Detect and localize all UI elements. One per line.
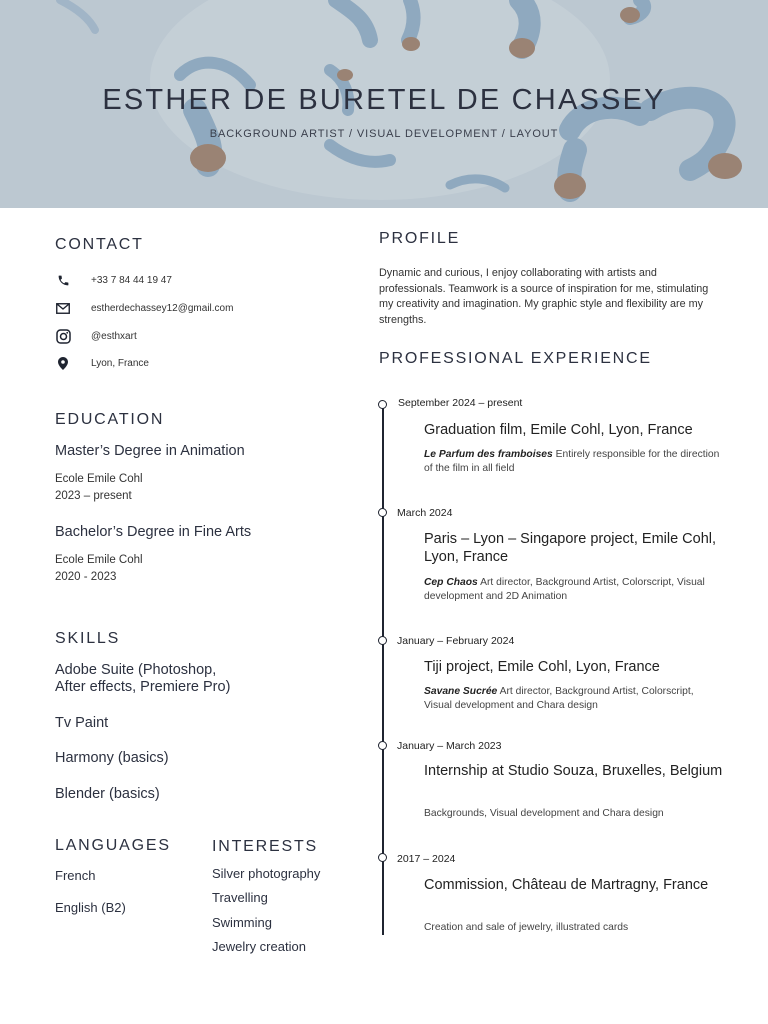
experience-date: January – February 2024: [397, 635, 515, 647]
instagram-handle[interactable]: @esthxart: [91, 330, 137, 342]
experience-role: Art director, Background Artist, Colorscript, Visual development and Chara design: [424, 686, 694, 711]
experience-title: Internship at Studio Souza, Bruxelles, Belgium: [424, 763, 723, 779]
education-school: Ecole Emile Cohl: [55, 554, 143, 566]
skill-line: After effects, Premiere Pro): [55, 679, 231, 695]
phone-icon: [55, 272, 71, 288]
experience-title: Paris – Lyon – Singapore project, Emile Cohl, Lyon, France: [424, 531, 717, 565]
timeline-dot: [378, 636, 387, 645]
language-item: French: [55, 868, 96, 883]
skill-item: Tv Paint: [55, 715, 109, 731]
profile-text: Dynamic and curious, I enjoy collaborating with artists and professionals. Teamwork is a source of inspiration for me, stimulating my creativity and imagination. My graphic style and flexibility are my strengths.: [379, 267, 709, 326]
timeline-dot: [378, 853, 387, 862]
languages-heading: LANGUAGES: [55, 837, 171, 854]
interest-item: Travelling: [212, 890, 268, 905]
experience-role: Entirely responsible for the direction of the film in all field: [424, 449, 720, 474]
candidate-name: ESTHER DE BURETEL DE CHASSEY: [102, 84, 666, 116]
timeline-dot: [378, 741, 387, 750]
experience-project: Cep Chaos: [424, 577, 478, 588]
job-subtitle: BACKGROUND ARTIST / VISUAL DEVELOPMENT / LAYOUT: [209, 128, 559, 140]
location-pin-icon: [55, 355, 71, 371]
experience-title: Tiji project, Emile Cohl, Lyon, France: [424, 659, 660, 675]
skill-item: Harmony (basics): [55, 750, 169, 766]
email-address[interactable]: estherdechassey12@gmail.com: [91, 302, 234, 314]
experience-role: Art director, Background Artist, Colorscript, Visual development and 2D Animation: [424, 577, 705, 602]
instagram-icon: [55, 328, 71, 344]
experience-project: Le Parfum des framboises: [424, 449, 553, 460]
contact-email: [55, 300, 234, 316]
interests-heading: INTERESTS: [212, 838, 318, 855]
contact-heading: CONTACT: [55, 236, 144, 253]
experience-title: Graduation film, Emile Cohl, Lyon, France: [424, 422, 693, 438]
skill-item: Blender (basics): [55, 786, 160, 802]
education-years: 2023 – present: [55, 490, 132, 502]
timeline-dot: [378, 508, 387, 517]
experience-description: Backgrounds, Visual development and Chara design: [424, 808, 664, 819]
mail-icon: [55, 300, 71, 316]
experience-description: [424, 448, 724, 475]
interest-item: Silver photography: [212, 866, 321, 881]
experience-description: [424, 576, 724, 603]
experience-date: 2017 – 2024: [397, 853, 456, 865]
experience-date: September 2024 – present: [398, 397, 523, 409]
experience-title: Commission, Château de Martragny, France: [424, 877, 709, 893]
education-years: 2020 - 2023: [55, 571, 117, 583]
profile-heading: PROFILE: [379, 230, 461, 247]
interest-item: Jewelry creation: [212, 939, 306, 954]
location-text: Lyon, France: [91, 357, 149, 369]
language-item: English (B2): [55, 900, 126, 915]
education-degree: Bachelor’s Degree in Fine Arts: [55, 524, 252, 540]
education-heading: EDUCATION: [55, 411, 165, 428]
header-banner: [0, 0, 768, 208]
experience-date: January – March 2023: [397, 740, 502, 752]
skill-line: Adobe Suite (Photoshop,: [55, 662, 217, 678]
contact-location: [55, 355, 149, 371]
experience-description: Creation and sale of jewelry, illustrated cards: [424, 922, 629, 933]
skill-item: [55, 662, 230, 696]
experience-heading: PROFESSIONAL EXPERIENCE: [379, 350, 652, 367]
timeline-dot: [378, 400, 387, 409]
experience-date: March 2024: [397, 507, 453, 519]
experience-project: Savane Sucrée: [424, 686, 498, 697]
experience-description: [424, 685, 724, 712]
contact-instagram: [55, 328, 137, 344]
skills-heading: SKILLS: [55, 630, 121, 647]
contact-phone: [55, 272, 172, 288]
education-degree: Master’s Degree in Animation: [55, 443, 245, 459]
education-school: Ecole Emile Cohl: [55, 473, 143, 485]
phone-number[interactable]: +33 7 84 44 19 47: [91, 274, 172, 286]
interest-item: Swimming: [212, 915, 272, 930]
